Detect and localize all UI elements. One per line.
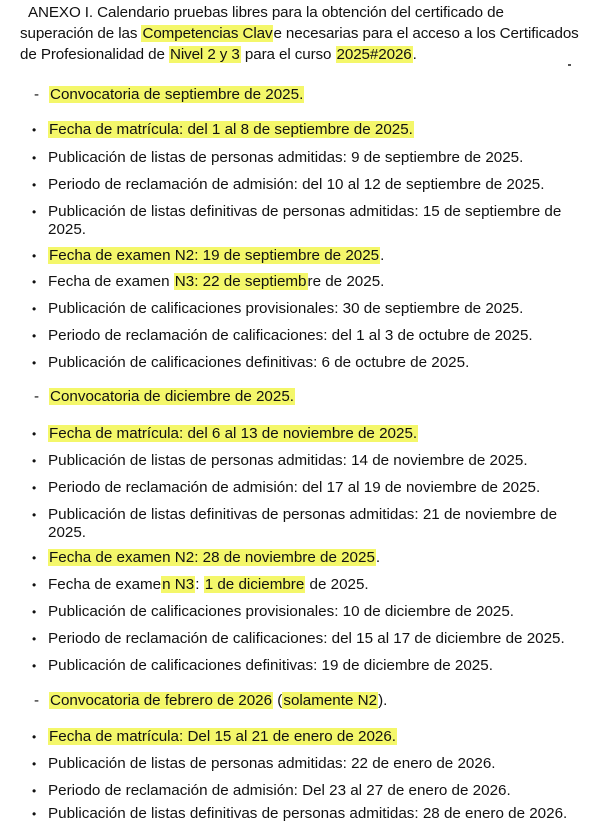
highlight-text: solamente N2 xyxy=(283,692,378,709)
section-title-text: Convocatoria de febrero de 2026 xyxy=(50,692,273,709)
highlight-text: N3: 22 de septiemb xyxy=(174,273,307,290)
list-item xyxy=(32,121,572,139)
list-item-text: Publicación de calificaciones provisionales: 10 de diciembre de 2025. xyxy=(48,603,515,620)
plain-text: : xyxy=(195,576,204,593)
bullet-icon: • xyxy=(32,757,37,771)
dash-marker: - xyxy=(34,692,40,709)
list-item xyxy=(32,630,572,648)
list-item-text: Publicación de listas de personas admitidas: 14 de noviembre de 2025. xyxy=(48,452,528,469)
bullet-icon: • xyxy=(32,178,37,192)
bullet-icon: • xyxy=(32,578,37,592)
highlight-text: Fecha de matrícula: del 1 al 8 de septiembre de 2025. xyxy=(49,121,413,138)
intro-text: e necesarias para el acceso a los Certificados xyxy=(273,25,579,42)
list-item-text: Periodo de reclamación de calificaciones: del 1 al 3 de octubre de 2025. xyxy=(48,327,533,344)
bullet-icon: • xyxy=(32,659,37,673)
list-item-text xyxy=(48,576,572,594)
section-title-text: Convocatoria de septiembre de 2025. xyxy=(50,86,304,103)
intro-text: para el curso xyxy=(240,46,336,63)
dash-marker: - xyxy=(34,388,40,405)
list-item-text: Publicación de calificaciones provisionales: 30 de septiembre de 2025. xyxy=(48,300,524,317)
list-item xyxy=(32,176,572,194)
list-item xyxy=(32,452,572,470)
bullet-icon: • xyxy=(32,807,37,821)
intro-line-2 xyxy=(20,23,590,44)
list-item xyxy=(32,603,572,621)
list-item-text: Publicación de listas definitivas de personas admitidas: 28 de enero de 2026. xyxy=(48,805,568,822)
list-item-text xyxy=(48,425,572,443)
intro-text: de Profesionalidad de xyxy=(20,46,169,63)
section-title-septiembre xyxy=(34,86,304,104)
list-item-text: Periodo de reclamación de admisión: Del 23 al 27 de enero de 2026. xyxy=(48,782,511,799)
list-item-text: Publicación de calificaciones definitivas: 6 de octubre de 2025. xyxy=(48,354,470,371)
dash-marker: - xyxy=(34,86,40,103)
bullet-icon: • xyxy=(32,205,37,219)
bullet-icon: • xyxy=(32,454,37,468)
list-item-text: Publicación de listas definitivas de personas admitidas: 21 de noviembre de 2025. xyxy=(48,506,558,541)
plain-text: Fecha de examen xyxy=(48,273,174,290)
intro-paragraph xyxy=(20,2,590,65)
bullet-icon: • xyxy=(32,249,37,263)
section-title-text: Convocatoria de diciembre de 2025. xyxy=(50,388,294,405)
highlight-text: 1 de diciembre xyxy=(204,576,305,593)
list-item-text xyxy=(48,247,572,265)
bullet-icon: • xyxy=(32,329,37,343)
highlight-curso: 2025#2026 xyxy=(336,46,412,63)
bullet-icon: • xyxy=(32,481,37,495)
list-item xyxy=(32,755,572,773)
bullet-icon: • xyxy=(32,123,37,137)
highlight-text: n N3 xyxy=(162,576,195,593)
plain-text: re de 2025. xyxy=(307,273,385,290)
bullet-icon: • xyxy=(32,302,37,316)
list-item-text xyxy=(48,728,572,746)
list-item-text: Publicación de listas definitivas de personas admitidas: 15 de septiembre de 2025. xyxy=(48,203,562,238)
list-item xyxy=(32,203,572,239)
list-item xyxy=(32,728,572,746)
bullet-icon: • xyxy=(32,427,37,441)
list-item-text xyxy=(48,549,572,567)
list-item-text xyxy=(48,121,572,139)
plain-text: Fecha de exame xyxy=(48,576,162,593)
list-item xyxy=(32,354,572,372)
list-item xyxy=(32,782,572,800)
highlight-text: Fecha de examen N2: 19 de septiembre de 2025 xyxy=(49,247,380,264)
bullet-icon: • xyxy=(32,605,37,619)
list-item xyxy=(32,247,572,265)
plain-text: . xyxy=(375,549,381,566)
list-item xyxy=(32,273,572,291)
list-item-text xyxy=(48,273,572,291)
plain-text: . xyxy=(380,247,385,264)
list-item xyxy=(32,149,572,167)
section-title-diciembre xyxy=(34,388,295,406)
list-item xyxy=(32,300,572,318)
list-item xyxy=(32,506,572,542)
list-item xyxy=(32,549,572,567)
highlight-nivel: Nivel 2 y 3 xyxy=(169,46,240,63)
bullet-icon: • xyxy=(32,632,37,646)
highlight-text: Fecha de examen N2: 28 de noviembre de 2025 xyxy=(49,549,375,566)
list-item-text: Periodo de reclamación de admisión: del 17 al 19 de noviembre de 2025. xyxy=(48,479,541,496)
highlight-text: Fecha de matrícula: del 6 al 13 de noviembre de 2025. xyxy=(49,425,418,442)
bullet-icon: • xyxy=(32,151,37,165)
section-title-febrero xyxy=(34,692,387,710)
intro-text: superación de las xyxy=(20,25,142,42)
list-item xyxy=(32,805,572,823)
bullet-icon: • xyxy=(32,356,37,370)
plain-text: de 2025. xyxy=(305,576,369,593)
intro-text: . xyxy=(412,46,417,63)
list-item xyxy=(32,479,572,497)
list-item-text: Publicación de listas de personas admitidas: 9 de septiembre de 2025. xyxy=(48,149,524,166)
plain-text: ). xyxy=(378,692,388,709)
plain-text: ( xyxy=(273,692,283,709)
list-item xyxy=(32,576,572,594)
list-item-text: Periodo de reclamación de admisión: del 10 al 12 de septiembre de 2025. xyxy=(48,176,545,193)
list-item-text: Periodo de reclamación de calificaciones: del 15 al 17 de diciembre de 2025. xyxy=(48,630,565,647)
list-item-text: Publicación de calificaciones definitivas: 19 de diciembre de 2025. xyxy=(48,657,493,674)
bullet-icon: • xyxy=(32,275,37,289)
scan-speck xyxy=(568,64,571,66)
list-item-text: Publicación de listas de personas admitidas: 22 de enero de 2026. xyxy=(48,755,496,772)
list-item xyxy=(32,327,572,345)
highlight-text: Fecha de matrícula: Del 15 al 21 de enero de 2026. xyxy=(49,728,397,745)
highlight-competencias: Competencias Clav xyxy=(142,25,273,42)
bullet-icon: • xyxy=(32,508,37,522)
list-item xyxy=(32,657,572,675)
intro-line-3 xyxy=(20,44,590,65)
bullet-icon: • xyxy=(32,784,37,798)
list-item xyxy=(32,425,572,443)
bullet-icon: • xyxy=(32,551,37,565)
intro-line-1: ANEXO I. Calendario pruebas libres para la obtención del certificado de xyxy=(28,4,504,21)
bullet-icon: • xyxy=(32,730,37,744)
